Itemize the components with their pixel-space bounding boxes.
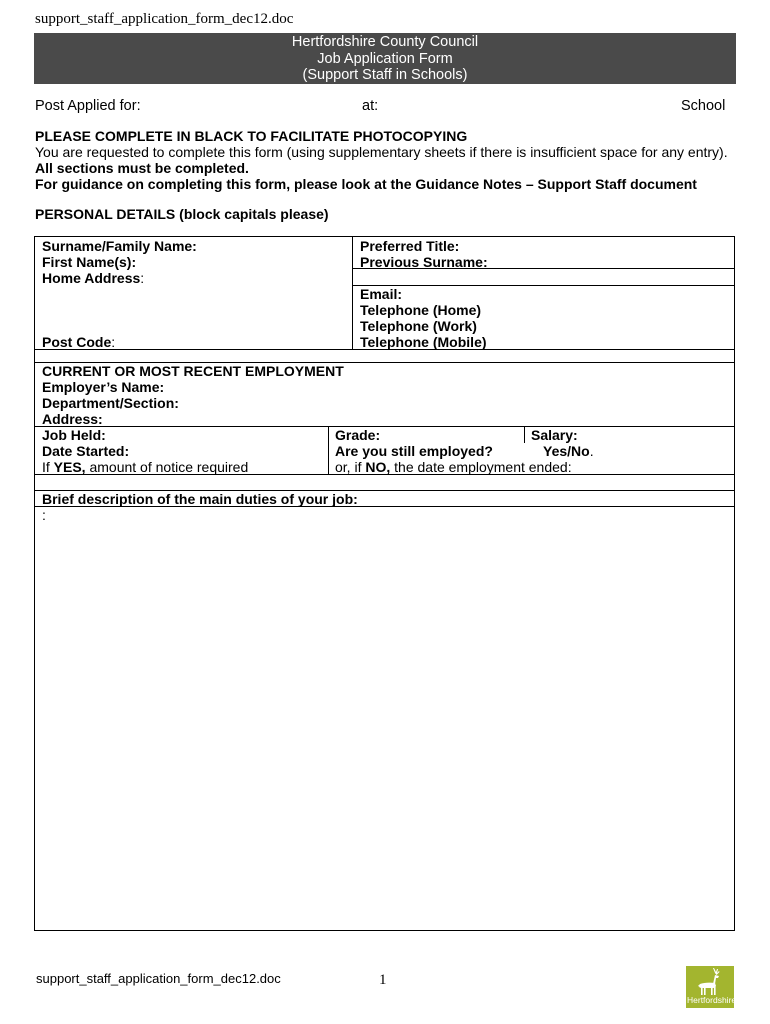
employment-heading: CURRENT OR MOST RECENT EMPLOYMENT	[42, 363, 344, 379]
form-title-banner	[34, 33, 736, 84]
employment-ended-label: or, if NO, the date employment ended:	[335, 459, 572, 475]
date-started-label: Date Started:	[42, 443, 130, 459]
still-employed-label: Are you still employed?	[335, 443, 493, 459]
telephone-work-label: Telephone (Work)	[360, 318, 477, 334]
personal-details-heading: PERSONAL DETAILS (block capitals please)	[35, 206, 329, 222]
salary-label: Salary:	[531, 427, 578, 443]
photocopy-notice: PLEASE COMPLETE IN BLACK TO FACILITATE PHOTOCOPYING	[35, 128, 468, 144]
page-number: 1	[379, 972, 387, 988]
grade-label: Grade:	[335, 427, 381, 443]
council-name: Hertfordshire County Council	[291, 34, 479, 50]
job-held-label: Job Held:	[42, 427, 106, 443]
guidance-notice: For guidance on completing this form, please look at the Guidance Notes – Support Staff document	[35, 176, 697, 192]
employer-name-label: Employer’s Name:	[42, 379, 165, 395]
post-code-label: Post Code:	[42, 334, 116, 350]
home-address-label: Home Address:	[42, 270, 145, 286]
address-label: Address:	[42, 411, 103, 427]
telephone-home-label: Telephone (Home)	[360, 302, 482, 318]
instruction-text: You are requested to complete this form (using supplementary sheets if there is insufficient space for any entry).	[35, 144, 728, 160]
post-applied-label: Post Applied for:	[35, 98, 141, 114]
preferred-title-label: Preferred Title:	[360, 238, 460, 254]
intro-instructions	[35, 128, 735, 192]
yes-no-label: Yes/No.	[543, 443, 594, 459]
duties-text-area[interactable]: :	[42, 507, 46, 523]
department-label: Department/Section:	[42, 395, 179, 411]
first-names-label: First Name(s):	[42, 254, 137, 270]
at-label: at:	[362, 98, 379, 114]
email-label: Email:	[360, 286, 403, 302]
hertfordshire-logo	[686, 966, 737, 1008]
form-title: Job Application Form	[317, 50, 453, 67]
footer-filename: support_staff_application_form_dec12.doc	[36, 971, 281, 986]
form-subtitle: (Support Staff in Schools)	[302, 67, 468, 83]
surname-label: Surname/Family Name:	[42, 238, 197, 254]
duties-heading: Brief description of the main duties of your job:	[42, 491, 358, 507]
logo-text: Hertfordshire	[687, 995, 737, 1005]
all-sections-notice: All sections must be completed.	[35, 160, 249, 176]
school-label: School	[681, 98, 726, 114]
telephone-mobile-label: Telephone (Mobile)	[360, 334, 487, 350]
previous-surname-label: Previous Surname:	[360, 254, 488, 270]
instruction-paragraph	[35, 144, 735, 176]
notice-required-label: If YES, amount of notice required	[42, 459, 249, 475]
document-filename: support_staff_application_form_dec12.doc	[35, 11, 294, 27]
